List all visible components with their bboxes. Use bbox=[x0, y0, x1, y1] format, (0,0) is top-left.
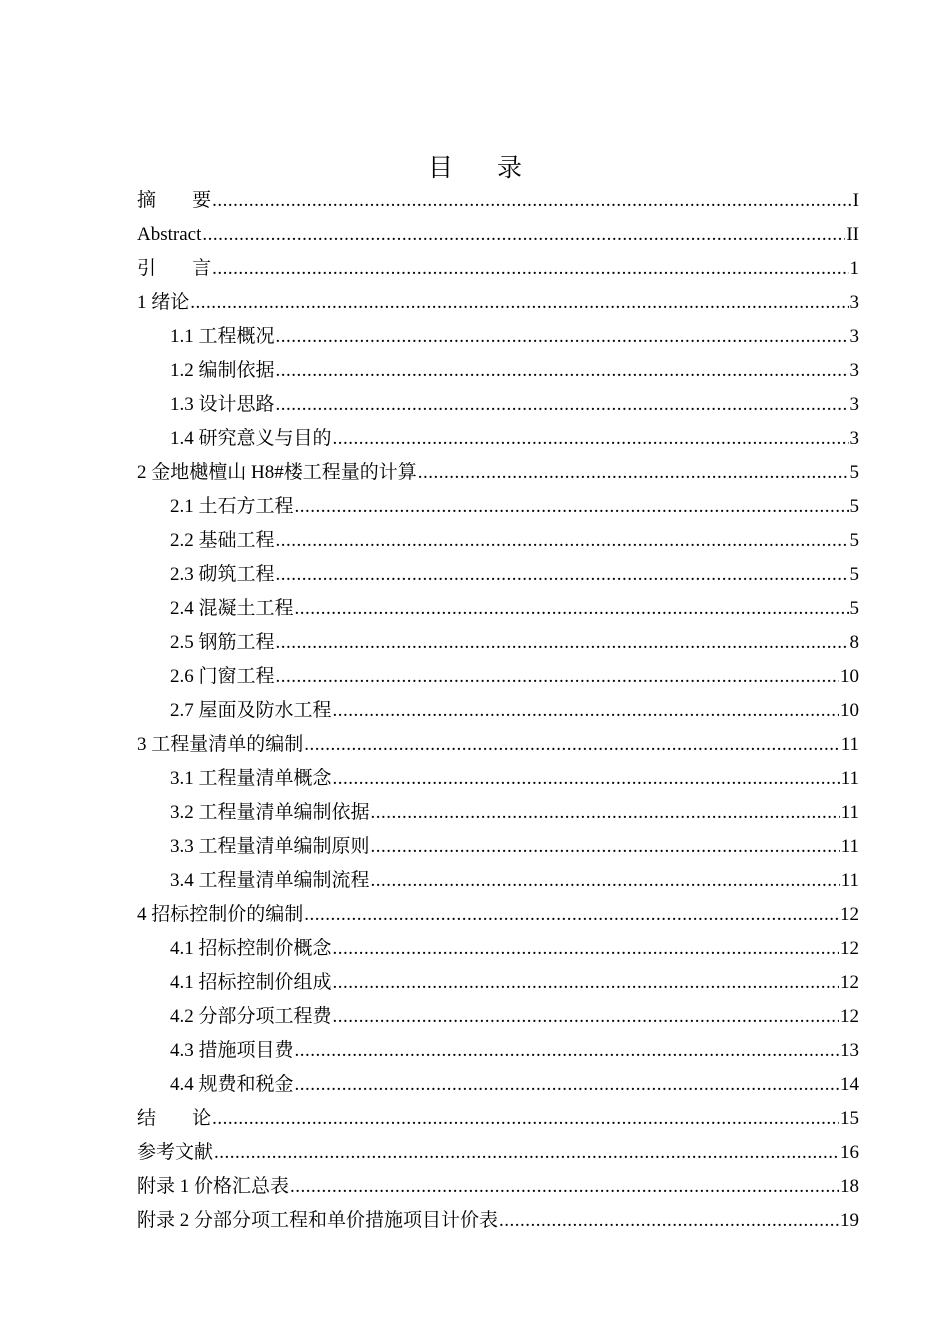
toc-entry-label: 1.4 研究意义与目的 bbox=[170, 428, 332, 449]
toc-entry-page: 11 bbox=[840, 836, 859, 857]
toc-entry[interactable] bbox=[137, 898, 859, 932]
toc-entry-label: 附录 1 价格汇总表 bbox=[137, 1176, 290, 1197]
toc-dot-leader bbox=[214, 1136, 839, 1170]
toc-dot-leader bbox=[290, 1170, 839, 1204]
toc-entry[interactable] bbox=[137, 558, 859, 592]
toc-entry[interactable] bbox=[137, 1000, 859, 1034]
toc-dot-leader bbox=[295, 1068, 839, 1102]
toc-dot-leader bbox=[418, 456, 849, 490]
toc-entry-page: 16 bbox=[840, 1142, 859, 1163]
toc-entry-page: 5 bbox=[849, 462, 859, 483]
toc-entry[interactable] bbox=[137, 320, 859, 354]
toc-dot-leader bbox=[371, 830, 840, 864]
toc-entry[interactable] bbox=[137, 932, 859, 966]
toc-entry[interactable] bbox=[137, 762, 859, 796]
toc-entry-label: 1.2 编制依据 bbox=[170, 360, 275, 381]
toc-title: 目录 bbox=[427, 153, 566, 182]
table-of-contents bbox=[137, 184, 859, 1238]
toc-entry[interactable] bbox=[137, 184, 859, 218]
toc-entry[interactable] bbox=[137, 422, 859, 456]
toc-entry-label: 1 绪论 bbox=[137, 292, 190, 313]
toc-entry[interactable] bbox=[137, 966, 859, 1000]
toc-dot-leader bbox=[304, 728, 839, 762]
toc-entry[interactable] bbox=[137, 1170, 859, 1204]
toc-entry-page: 14 bbox=[840, 1074, 859, 1095]
toc-entry-page: 5 bbox=[849, 496, 859, 517]
toc-entry[interactable] bbox=[137, 1136, 859, 1170]
toc-entry-label: 1.3 设计思路 bbox=[170, 394, 275, 415]
toc-entry-page: 10 bbox=[840, 666, 859, 687]
toc-entry[interactable] bbox=[137, 388, 859, 422]
toc-entry[interactable] bbox=[137, 456, 859, 490]
toc-dot-leader bbox=[371, 864, 840, 898]
toc-entry-page: 5 bbox=[849, 598, 859, 619]
toc-entry-label: 2.7 屋面及防水工程 bbox=[170, 700, 332, 721]
toc-entry[interactable] bbox=[137, 796, 859, 830]
toc-dot-leader bbox=[276, 626, 849, 660]
toc-entry-page: 13 bbox=[840, 1040, 859, 1061]
toc-dot-leader bbox=[276, 354, 849, 388]
toc-entry-label: 3.1 工程量清单概念 bbox=[170, 768, 332, 789]
toc-entry-page: 10 bbox=[840, 700, 859, 721]
toc-entry-label: 2.6 门窗工程 bbox=[170, 666, 275, 687]
toc-entry[interactable] bbox=[137, 354, 859, 388]
toc-entry-page: 11 bbox=[840, 734, 859, 755]
toc-entry-label: 4.4 规费和税金 bbox=[170, 1074, 294, 1095]
toc-dot-leader bbox=[190, 286, 848, 320]
toc-dot-leader bbox=[276, 388, 849, 422]
toc-dot-leader bbox=[371, 796, 840, 830]
toc-entry-label: 1.1 工程概况 bbox=[170, 326, 275, 347]
toc-entry-page: 1 bbox=[849, 258, 859, 279]
toc-entry[interactable] bbox=[137, 218, 859, 252]
toc-entry-page: 12 bbox=[840, 972, 859, 993]
toc-entry[interactable] bbox=[137, 864, 859, 898]
toc-entry[interactable] bbox=[137, 660, 859, 694]
toc-dot-leader bbox=[276, 524, 849, 558]
toc-entry[interactable] bbox=[137, 490, 859, 524]
toc-dot-leader bbox=[212, 184, 852, 218]
toc-entry-page: 12 bbox=[840, 1006, 859, 1027]
toc-entry-label: 2 金地樾檀山 H8#楼工程量的计算 bbox=[137, 462, 417, 483]
toc-entry-label: 4 招标控制价的编制 bbox=[137, 904, 304, 925]
toc-entry-label: 3.2 工程量清单编制依据 bbox=[170, 802, 370, 823]
toc-entry[interactable] bbox=[137, 286, 859, 320]
toc-dot-leader bbox=[276, 320, 849, 354]
toc-entry-label: 4.1 招标控制价组成 bbox=[170, 972, 332, 993]
toc-entry[interactable] bbox=[137, 1102, 859, 1136]
toc-entry-page: 12 bbox=[840, 904, 859, 925]
toc-dot-leader bbox=[295, 592, 849, 626]
toc-entry-page: 3 bbox=[849, 292, 859, 313]
toc-entry-page: 19 bbox=[840, 1210, 859, 1231]
toc-entry-page: I bbox=[852, 190, 859, 211]
toc-entry-label: 4.3 措施项目费 bbox=[170, 1040, 294, 1061]
toc-dot-leader bbox=[499, 1204, 839, 1238]
toc-dot-leader bbox=[295, 490, 849, 524]
toc-entry[interactable] bbox=[137, 694, 859, 728]
toc-entry-label: 2.1 土石方工程 bbox=[170, 496, 294, 517]
toc-entry-page: 11 bbox=[840, 768, 859, 789]
toc-entry-page: 11 bbox=[840, 870, 859, 891]
toc-entry-label: 2.3 砌筑工程 bbox=[170, 564, 275, 585]
toc-entry[interactable] bbox=[137, 830, 859, 864]
toc-entry-label: 2.4 混凝土工程 bbox=[170, 598, 294, 619]
toc-entry-page: 3 bbox=[849, 360, 859, 381]
toc-entry[interactable] bbox=[137, 1204, 859, 1238]
toc-entry-label: 附录 2 分部分项工程和单价措施项目计价表 bbox=[137, 1210, 499, 1231]
toc-entry-page: 3 bbox=[849, 394, 859, 415]
toc-entry-page: II bbox=[846, 224, 859, 245]
toc-entry-page: 15 bbox=[840, 1108, 859, 1129]
toc-entry[interactable] bbox=[137, 524, 859, 558]
toc-entry-page: 5 bbox=[849, 530, 859, 551]
toc-entry-label: 4.2 分部分项工程费 bbox=[170, 1006, 332, 1027]
toc-dot-leader bbox=[212, 252, 848, 286]
toc-dot-leader bbox=[276, 660, 839, 694]
toc-entry-page: 5 bbox=[849, 564, 859, 585]
toc-entry-label: 3.3 工程量清单编制原则 bbox=[170, 836, 370, 857]
toc-entry-page: 3 bbox=[849, 428, 859, 449]
toc-entry-label: 3 工程量清单的编制 bbox=[137, 734, 304, 755]
toc-dot-leader bbox=[333, 932, 839, 966]
toc-entry-label: 摘要 bbox=[137, 190, 212, 211]
toc-dot-leader bbox=[333, 422, 849, 456]
toc-dot-leader bbox=[304, 898, 839, 932]
toc-dot-leader bbox=[333, 762, 840, 796]
toc-dot-leader bbox=[333, 1000, 839, 1034]
toc-dot-leader bbox=[276, 558, 849, 592]
toc-dot-leader bbox=[333, 694, 839, 728]
toc-dot-leader bbox=[202, 218, 845, 252]
toc-entry[interactable] bbox=[137, 728, 859, 762]
toc-entry[interactable] bbox=[137, 252, 859, 286]
toc-entry-label: 2.2 基础工程 bbox=[170, 530, 275, 551]
toc-entry-page: 12 bbox=[840, 938, 859, 959]
toc-entry-label: Abstract bbox=[137, 224, 202, 245]
toc-entry-page: 3 bbox=[849, 326, 859, 347]
toc-entry[interactable] bbox=[137, 1068, 859, 1102]
toc-dot-leader bbox=[333, 966, 839, 1000]
toc-entry-label: 2.5 钢筋工程 bbox=[170, 632, 275, 653]
toc-entry-label: 参考文献 bbox=[137, 1142, 214, 1163]
toc-entry[interactable] bbox=[137, 1034, 859, 1068]
toc-entry-page: 8 bbox=[849, 632, 859, 653]
toc-entry-label: 引言 bbox=[137, 258, 212, 279]
toc-dot-leader bbox=[295, 1034, 839, 1068]
toc-dot-leader bbox=[212, 1102, 839, 1136]
toc-entry-label: 结论 bbox=[137, 1108, 212, 1129]
toc-entry-label: 4.1 招标控制价概念 bbox=[170, 938, 332, 959]
toc-entry[interactable] bbox=[137, 592, 859, 626]
toc-entry-page: 11 bbox=[840, 802, 859, 823]
toc-entry-page: 18 bbox=[840, 1176, 859, 1197]
toc-entry[interactable] bbox=[137, 626, 859, 660]
toc-entry-label: 3.4 工程量清单编制流程 bbox=[170, 870, 370, 891]
